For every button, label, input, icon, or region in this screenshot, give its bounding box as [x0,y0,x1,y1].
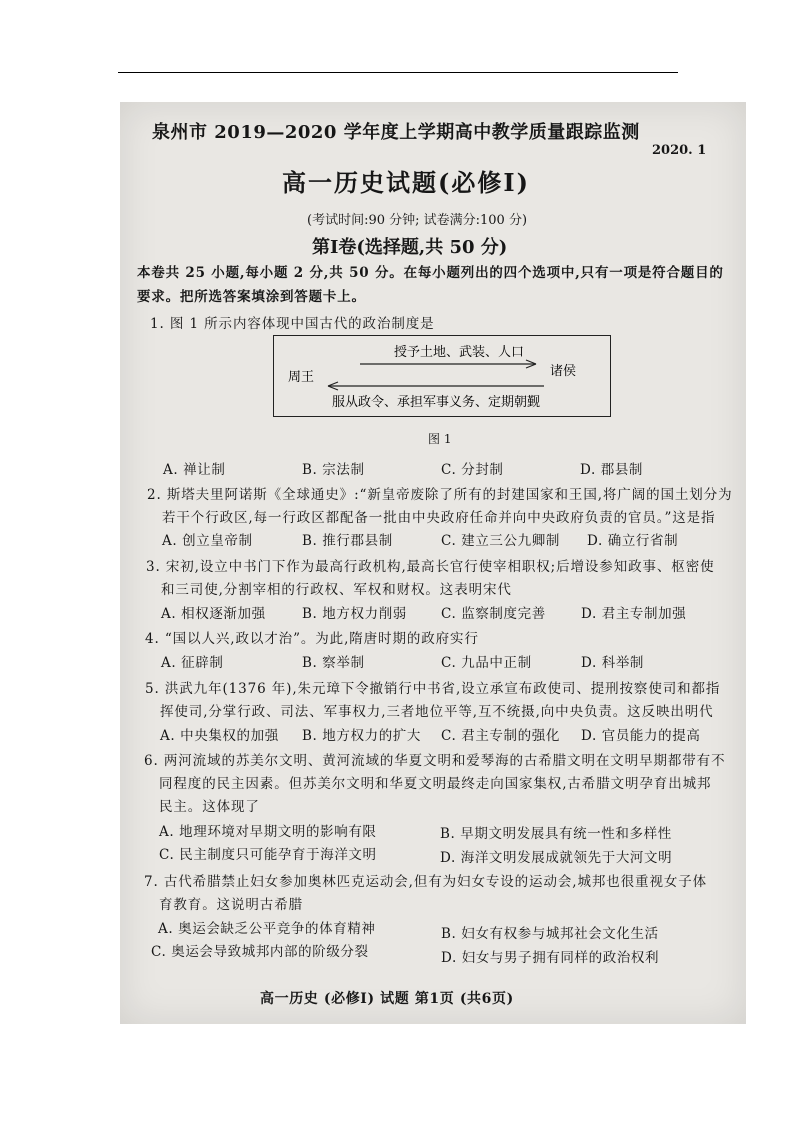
q3-option-c: C. 监察制度完善 [441,606,546,622]
q3-stem-line-2: 和三司使,分割宰相的行政权、军权和财权。这表明宋代 [161,582,512,598]
section-title: 第Ⅰ卷(选择题,共 50 分) [312,237,508,258]
q5-option-c: C. 君主专制的强化 [441,728,560,744]
q3-option-a: A. 相权逐渐加强 [161,606,266,622]
q6-stem-line-3: 民主。这体现了 [159,799,260,815]
q7-option-a: A. 奥运会缺乏公平竞争的体育精神 [158,921,376,937]
page-footer: 高一历史 (必修Ⅰ) 试题 第1页 (共6页) [260,991,514,1007]
q2-stem-line-2: 若干个行政区,每一行政区都配备一批由中央政府任命并向中央政府负责的官员。”这是指 [162,510,716,526]
exam-title: 高一历史试题(必修Ⅰ) [282,168,530,197]
instructions-line-1: 本卷共 25 小题,每小题 2 分,共 50 分。在每小题列出的四个选项中,只有一项是符合题目的 [137,265,724,281]
figure-right-label: 诸侯 [550,364,577,379]
q2-option-d: D. 确立行省制 [587,533,679,549]
instructions-line-2: 要求。把所选答案填涂到答题卡上。 [137,289,366,305]
q6-option-c: C. 民主制度只可能孕育于海洋文明 [159,847,377,863]
exam-time-info: (考试时间:90 分钟; 试卷满分:100 分) [307,213,528,228]
q1-option-c: C. 分封制 [441,462,504,478]
q5-stem-line-1: 5. 洪武九年(1376 年),朱元璋下令撤销行中书省,设立承宣布政使司、提刑按察使司和都指 [145,681,721,697]
q5-option-a: A. 中央集权的加强 [160,728,279,744]
q5-option-b: B. 地方权力的扩大 [302,728,422,744]
q4-stem-line-1: 4. “国以人兴,政以才治”。为此,隋唐时期的政府实行 [145,631,479,647]
exam-date: 2020. 1 [652,143,707,158]
q1-option-a: A. 禅让制 [163,462,226,478]
q7-option-c: C. 奥运会导致城邦内部的阶级分裂 [151,944,369,960]
figure-bottom-arrow-text: 服从政令、承担军事义务、定期朝觐 [332,395,541,410]
q5-option-d: D. 官员能力的提高 [581,728,701,744]
q4-option-c: C. 九品中正制 [441,655,532,671]
q2-option-a: A. 创立皇帝制 [162,533,253,549]
q6-stem-line-2: 同程度的民主因素。但苏美尔文明和华夏文明最终走向国家集权,古希腊文明孕育出城邦 [159,776,712,792]
q2-option-b: B. 推行郡县制 [302,533,393,549]
q3-option-d: D. 君主专制加强 [581,606,687,622]
top-rule [118,72,678,73]
q1-option-b: B. 宗法制 [302,462,365,478]
figure-1-diagram [274,336,612,418]
q3-stem-line-1: 3. 宋初,设立中书门下作为最高行政机构,最高长官行使宰相职权;后增设参知政事、枢密使 [146,559,715,575]
figure-caption: 图 1 [428,432,452,446]
q2-option-c: C. 建立三公九卿制 [441,533,560,549]
exam-header: 泉州市 2019—2020 学年度上学期高中教学质量跟踪监测 [152,122,640,143]
q1-stem-line-1: 1. 图 1 所示内容体现中国古代的政治制度是 [150,316,435,332]
q6-option-a: A. 地理环境对早期文明的影响有限 [159,824,377,840]
q4-option-b: B. 察举制 [302,655,365,671]
figure-left-label: 周王 [288,370,315,385]
q6-stem-line-1: 6. 两河流域的苏美尔文明、黄河流域的华夏文明和爱琴海的古希腊文明在文明早期都带有不 [144,753,726,769]
q4-option-d: D. 科举制 [581,655,645,671]
q7-stem-line-1: 7. 古代希腊禁止妇女参加奥林匹克运动会,但有为妇女专设的运动会,城邦也很重视女子体 [144,874,708,890]
figure-top-arrow-text: 授予土地、武装、人口 [394,345,525,360]
q7-stem-line-2: 育教育。这说明古希腊 [159,897,303,913]
q1-option-d: D. 郡县制 [580,462,644,478]
figure-1-box [273,335,611,417]
q5-stem-line-2: 挥使司,分掌行政、司法、军事权力,三者地位平等,互不统摄,向中央负责。这反映出明代 [160,704,714,720]
q4-option-a: A. 征辟制 [161,655,224,671]
q7-option-b: B. 妇女有权参与城邦社会文化生活 [441,926,659,942]
q3-option-b: B. 地方权力削弱 [302,606,407,622]
q6-option-b: B. 早期文明发展具有统一性和多样性 [440,826,672,842]
q7-option-d: D. 妇女与男子拥有同样的政治权利 [441,950,660,966]
q6-option-d: D. 海洋文明发展成就领先于大河文明 [440,850,673,866]
q2-stem-line-1: 2. 斯塔夫里阿诺斯《全球通史》:“新皇帝废除了所有的封建国家和王国,将广阔的国土划分为 [147,487,733,503]
